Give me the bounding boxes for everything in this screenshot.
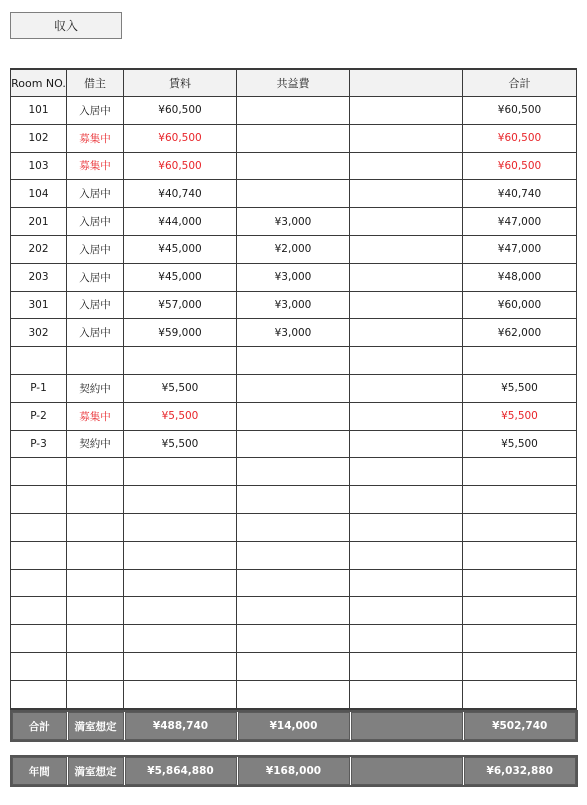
total-common-fee: ¥14,000 [237,711,350,741]
income-title: 収入 [10,12,122,39]
cell-room-no: 201 [11,208,67,236]
cell-total: ¥47,000 [463,208,577,236]
cell-total: ¥60,500 [463,124,577,152]
cell-rent [124,486,237,514]
cell-rent [124,680,237,708]
cell-room-no [11,652,67,680]
cell-tenant-status: 入居中 [67,291,124,319]
cell-common-fee [237,402,350,430]
monthly-total-row [11,711,577,741]
cell-total: ¥62,000 [463,319,577,347]
cell-tenant-status [67,569,124,597]
cell-blank [350,347,463,375]
cell-tenant-status: 募集中 [67,402,124,430]
table-row [11,152,577,180]
cell-blank [350,680,463,708]
cell-room-no: 103 [11,152,67,180]
cell-common-fee [237,569,350,597]
cell-common-fee [237,541,350,569]
cell-total: ¥60,500 [463,152,577,180]
annual-total-row [11,756,577,786]
cell-room-no: 202 [11,235,67,263]
table-row [11,486,577,514]
cell-blank [350,597,463,625]
cell-total: ¥60,000 [463,291,577,319]
cell-blank [350,374,463,402]
cell-room-no: 203 [11,263,67,291]
table-row [11,652,577,680]
table-row [11,235,577,263]
header-common-fee: 共益費 [237,69,350,97]
cell-room-no [11,541,67,569]
cell-rent [124,569,237,597]
table-row [11,124,577,152]
cell-blank [350,486,463,514]
cell-tenant-status [67,513,124,541]
cell-blank [350,124,463,152]
cell-rent [124,597,237,625]
annual-common-fee: ¥168,000 [237,756,350,786]
cell-rent [124,652,237,680]
cell-rent: ¥45,000 [124,235,237,263]
cell-room-no [11,458,67,486]
cell-tenant-status: 入居中 [67,97,124,125]
total-basis: 満室想定 [67,711,124,741]
table-row [11,625,577,653]
cell-room-no: P-2 [11,402,67,430]
cell-rent: ¥45,000 [124,263,237,291]
table-row [11,347,577,375]
cell-tenant-status: 入居中 [67,319,124,347]
cell-common-fee [237,597,350,625]
cell-blank [350,625,463,653]
cell-total [463,680,577,708]
cell-blank [350,430,463,458]
header-row [11,69,577,97]
cell-room-no [11,486,67,514]
cell-total: ¥5,500 [463,430,577,458]
cell-common-fee [237,652,350,680]
cell-rent: ¥60,500 [124,124,237,152]
cell-rent: ¥60,500 [124,152,237,180]
cell-common-fee: ¥3,000 [237,319,350,347]
cell-room-no: 102 [11,124,67,152]
table-row [11,569,577,597]
cell-blank [350,569,463,597]
table-row [11,208,577,236]
cell-rent: ¥57,000 [124,291,237,319]
cell-total [463,347,577,375]
table-row [11,458,577,486]
cell-total [463,458,577,486]
cell-total: ¥60,500 [463,97,577,125]
table-row [11,680,577,708]
cell-blank [350,263,463,291]
cell-room-no: 302 [11,319,67,347]
total-label: 合計 [11,711,67,741]
cell-total: ¥40,740 [463,180,577,208]
cell-rent: ¥60,500 [124,97,237,125]
cell-blank [350,152,463,180]
total-sum: ¥502,740 [463,711,577,741]
cell-room-no: 104 [11,180,67,208]
cell-blank [350,541,463,569]
cell-common-fee [237,458,350,486]
cell-common-fee: ¥2,000 [237,235,350,263]
cell-blank [350,319,463,347]
cell-tenant-status [67,597,124,625]
table-row [11,430,577,458]
cell-tenant-status [67,486,124,514]
cell-room-no: P-1 [11,374,67,402]
cell-total [463,541,577,569]
cell-common-fee [237,680,350,708]
annual-label: 年間 [11,756,67,786]
cell-tenant-status: 入居中 [67,208,124,236]
cell-tenant-status: 募集中 [67,152,124,180]
table-row [11,513,577,541]
cell-rent: ¥5,500 [124,374,237,402]
cell-tenant-status: 契約中 [67,374,124,402]
cell-rent: ¥40,740 [124,180,237,208]
cell-room-no [11,625,67,653]
cell-common-fee [237,374,350,402]
table-row [11,319,577,347]
annual-rent: ¥5,864,880 [124,756,237,786]
cell-room-no: P-3 [11,430,67,458]
cell-common-fee: ¥3,000 [237,291,350,319]
cell-total [463,625,577,653]
cell-room-no: 301 [11,291,67,319]
cell-blank [350,458,463,486]
annual-total-table [10,755,578,787]
cell-rent: ¥59,000 [124,319,237,347]
cell-tenant-status [67,625,124,653]
cell-total [463,652,577,680]
cell-total: ¥47,000 [463,235,577,263]
cell-rent [124,347,237,375]
cell-common-fee: ¥3,000 [237,263,350,291]
cell-total: ¥5,500 [463,402,577,430]
table-row [11,374,577,402]
cell-tenant-status: 入居中 [67,235,124,263]
cell-tenant-status [67,541,124,569]
cell-common-fee [237,486,350,514]
cell-rent [124,541,237,569]
table-row [11,180,577,208]
cell-room-no: 101 [11,97,67,125]
cell-total: ¥5,500 [463,374,577,402]
cell-tenant-status [67,347,124,375]
cell-tenant-status [67,680,124,708]
cell-tenant-status [67,652,124,680]
cell-rent: ¥5,500 [124,430,237,458]
table-row [11,291,577,319]
cell-common-fee [237,625,350,653]
cell-common-fee: ¥3,000 [237,208,350,236]
cell-blank [350,402,463,430]
table-row [11,597,577,625]
cell-total [463,486,577,514]
header-blank [350,69,463,97]
cell-total [463,569,577,597]
cell-room-no [11,680,67,708]
cell-total [463,513,577,541]
cell-rent [124,513,237,541]
cell-room-no [11,513,67,541]
cell-common-fee [237,152,350,180]
cell-tenant-status: 入居中 [67,263,124,291]
annual-basis: 満室想定 [67,756,124,786]
table-row [11,97,577,125]
cell-common-fee [237,124,350,152]
cell-tenant-status: 契約中 [67,430,124,458]
table-row [11,263,577,291]
monthly-total-table [10,710,578,742]
cell-room-no [11,569,67,597]
cell-tenant-status [67,458,124,486]
cell-common-fee [237,97,350,125]
table-row [11,541,577,569]
income-table [10,68,577,710]
cell-rent [124,625,237,653]
cell-tenant-status: 入居中 [67,180,124,208]
cell-blank [350,513,463,541]
cell-blank [350,235,463,263]
header-room-no: Room NO. [11,69,67,97]
cell-common-fee [237,430,350,458]
cell-blank [350,180,463,208]
cell-rent [124,458,237,486]
annual-blank [350,756,463,786]
cell-room-no [11,597,67,625]
header-rent: 賃料 [124,69,237,97]
cell-blank [350,291,463,319]
cell-rent: ¥5,500 [124,402,237,430]
cell-total: ¥48,000 [463,263,577,291]
cell-total [463,597,577,625]
table-row [11,402,577,430]
cell-tenant-status: 募集中 [67,124,124,152]
cell-room-no [11,347,67,375]
cell-common-fee [237,180,350,208]
cell-common-fee [237,513,350,541]
cell-blank [350,208,463,236]
header-total: 合計 [463,69,577,97]
total-blank [350,711,463,741]
cell-common-fee [237,347,350,375]
cell-rent: ¥44,000 [124,208,237,236]
annual-sum: ¥6,032,880 [463,756,577,786]
cell-blank [350,652,463,680]
cell-blank [350,97,463,125]
header-tenant: 借主 [67,69,124,97]
total-rent: ¥488,740 [124,711,237,741]
